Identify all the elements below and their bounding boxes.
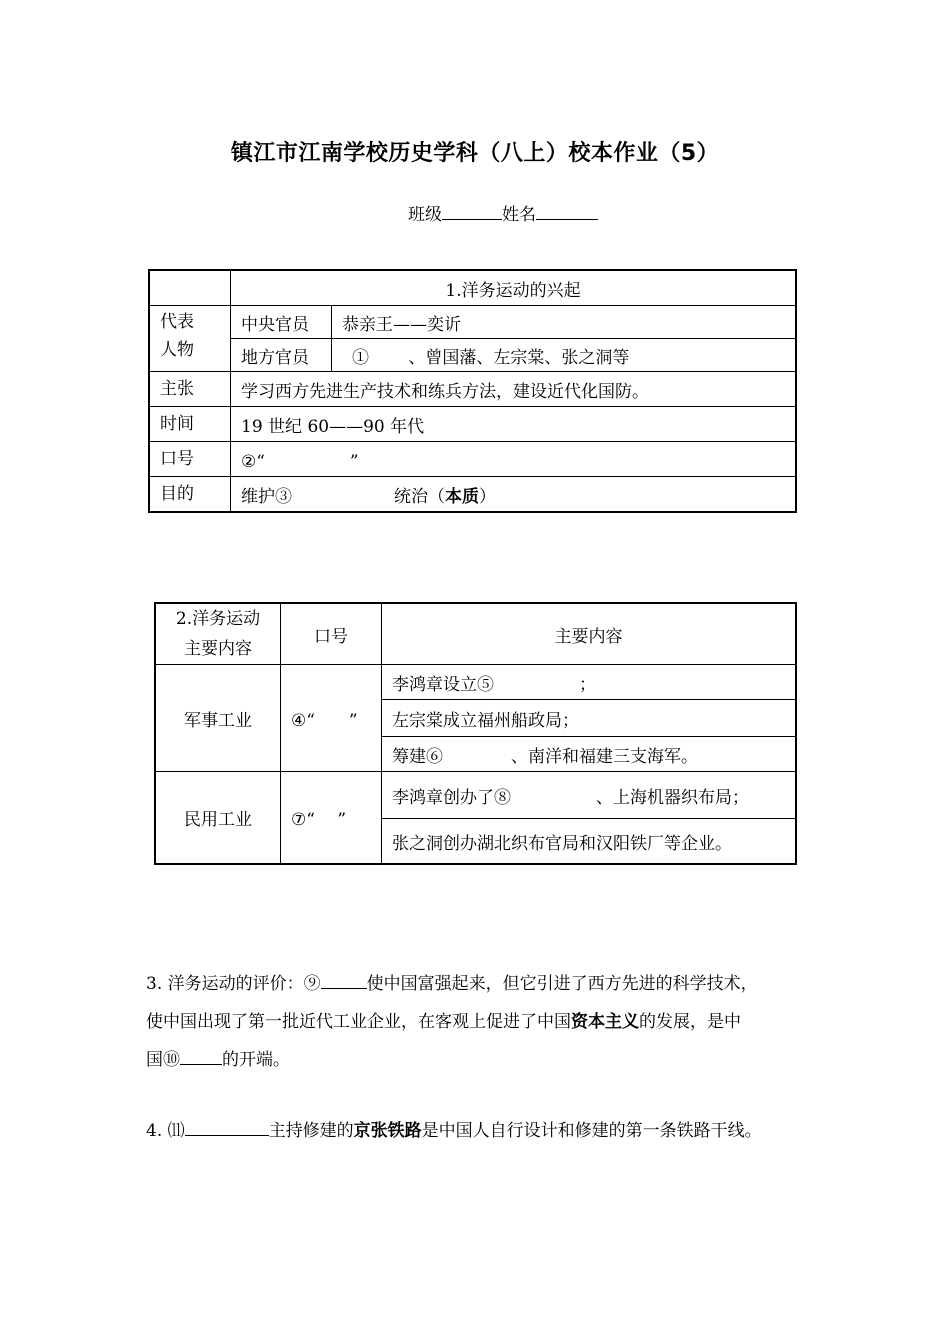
- military-slogan[interactable]: ④“ ”: [281, 665, 382, 772]
- header-line1: 2.洋务运动: [175, 609, 261, 629]
- content-table: [154, 602, 797, 865]
- central-value: 恭亲王——奕䜣: [342, 314, 461, 335]
- evaluation-line1: [146, 965, 826, 1003]
- time-value: 19 世纪 60——90 年代: [231, 407, 797, 442]
- local-label: 地方官员: [231, 339, 332, 372]
- purpose-end: ）: [479, 486, 496, 507]
- purpose-label: 目的: [149, 477, 231, 513]
- evaluation-part4-prefix: 国⑩: [146, 1050, 180, 1070]
- rep-cell: [231, 306, 797, 372]
- military-item-3[interactable]: 筹建⑥ 、南洋和福建三支海军。: [382, 737, 797, 772]
- rep-label-line2: 人物: [160, 340, 194, 360]
- evaluation-prefix: 3. 洋务运动的评价：⑨: [146, 974, 321, 994]
- class-label: 班级: [408, 205, 442, 225]
- evaluation-bold: 资本主义: [571, 1012, 639, 1032]
- civil-item-2: 张之洞创办湖北织布官局和汉阳铁厂等企业。: [382, 819, 797, 865]
- content-table-header-1: [155, 603, 281, 665]
- evaluation-part3: 的发展，是中: [639, 1012, 741, 1032]
- railway-text1: 主持修建的: [268, 1121, 354, 1141]
- claim-value: 学习西方先进生产技术和练兵方法，建设近代化国防。: [231, 372, 797, 407]
- military-item-1[interactable]: 李鸿章设立⑤ ；: [382, 665, 797, 700]
- railway-prefix: 4. ⑾: [146, 1121, 185, 1141]
- claim-label: 主张: [149, 372, 231, 407]
- blank-10[interactable]: [180, 1044, 222, 1065]
- purpose-value[interactable]: [231, 477, 797, 513]
- evaluation-part4: 的开端。: [222, 1050, 290, 1070]
- evaluation-line3: [146, 1041, 826, 1079]
- corner-cell: [149, 270, 231, 306]
- purpose-text: 维护③ 统治（: [241, 486, 445, 507]
- railway-paragraph: [146, 1112, 826, 1150]
- class-blank[interactable]: [442, 201, 502, 220]
- name-blank[interactable]: [536, 201, 598, 220]
- rise-table-header: 1.洋务运动的兴起: [231, 270, 797, 306]
- evaluation-line2: [146, 1003, 826, 1041]
- content-table-header-3: 主要内容: [382, 603, 797, 665]
- name-label: 姓名: [502, 205, 536, 225]
- purpose-bold: 本质: [445, 486, 479, 507]
- content-table-header-2: 口号: [281, 603, 382, 665]
- time-label: 时间: [149, 407, 231, 442]
- rise-table: [148, 269, 797, 513]
- class-name-line: [408, 200, 598, 225]
- evaluation-part1: 使中国富强起来，但它引进了西方先进的科学技术，: [366, 974, 758, 994]
- rep-label-line1: 代表: [160, 312, 194, 332]
- evaluation-part2: 使中国出现了第一批近代工业企业，在客观上促进了中国: [146, 1012, 571, 1032]
- local-value[interactable]: ① 、曾国藩、左宗棠、张之洞等: [332, 339, 796, 372]
- rep-label-cell: [149, 306, 231, 372]
- railway-text2: 是中国人自行设计和修建的第一条铁路干线。: [421, 1121, 762, 1141]
- slogan-label: 口号: [149, 442, 231, 477]
- civil-slogan[interactable]: ⑦“ ”: [281, 772, 382, 865]
- blank-9[interactable]: [321, 968, 367, 989]
- military-label: 军事工业: [155, 665, 281, 772]
- railway-bold: 京张铁路: [353, 1121, 422, 1141]
- military-item-2: 左宗棠成立福州船政局；: [382, 700, 797, 737]
- central-label: 中央官员: [231, 306, 332, 339]
- slogan-value[interactable]: ②“ ”: [231, 442, 797, 477]
- evaluation-paragraph: [146, 965, 826, 1079]
- civil-label: 民用工业: [155, 772, 281, 865]
- blank-11[interactable]: [185, 1115, 269, 1136]
- civil-item-1[interactable]: 李鸿章创办了⑧ 、上海机器织布局；: [382, 772, 797, 819]
- page-title: 镇江市江南学校历史学科（八上）校本作业（5）: [230, 141, 720, 166]
- rep-inner-table: [231, 306, 795, 371]
- header-line2: 主要内容: [184, 639, 252, 659]
